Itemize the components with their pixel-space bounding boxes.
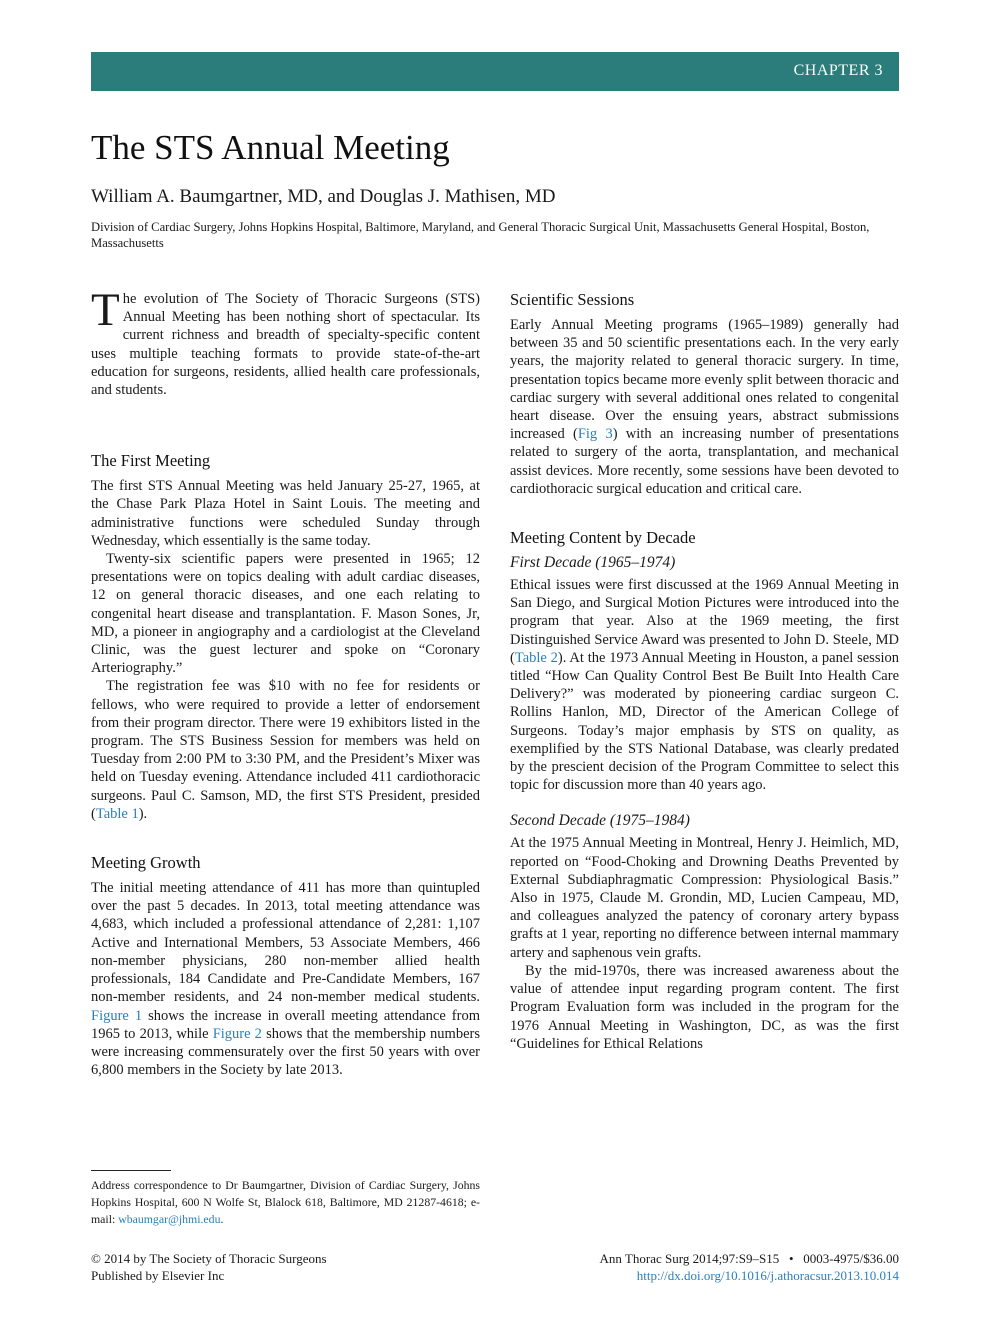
- subheading-first-decade: First Decade (1965–1974): [510, 554, 676, 572]
- first-decade-p1: Ethical issues were first discussed at the 1969 Annual Meeting in San Diego, and Surgical Motion Pictures were introduced into the program that year. Also at the 1969 meeting, the first Distinguished Service Award was presented to John D. Steele, MD (Table 2). At the 1973 Annual Meeting in Houston, a panel session titled “How Can Quality Control Best Be Built Into Health Care Delivery?” was moderated by pioneering cardiac surgeon C. Rollins Hanlon, MD, Director of the American College of Surgeons. Today’s major emphasis by STS on quality, as exemplified by the STS National Database, was clearly predated by the prescient decision of the Program Committee to select this topic for discussion more than 40 years ago.: [510, 577, 899, 794]
- second-decade-p1: At the 1975 Annual Meeting in Montreal, Henry J. Heimlich, MD, reported on “Food-Choking and Drowning Deaths Prevented by External Subdiaphragmatic Compression: Physiological Basis.” Also in 1975, Claude M. Grondin, MD, Lucien Campeau, MD, and colleagues analyzed the patency of coronary artery bypass grafts at 1 year, reporting no difference between internal mammary artery and saphenous vein grafts.: [510, 835, 899, 961]
- footer-right: [600, 1250, 899, 1284]
- table-2-link[interactable]: Table 2: [514, 649, 558, 666]
- figure-2-link[interactable]: Figure 2: [212, 1025, 262, 1042]
- section-heading-meeting-growth: Meeting Growth: [91, 853, 201, 873]
- email-link[interactable]: wbaumgar@jhmi.edu: [118, 1212, 221, 1226]
- intro-paragraph: [91, 284, 480, 399]
- left-column: [91, 284, 480, 1079]
- section-heading-first-meeting: The First Meeting: [91, 451, 211, 471]
- author-affiliation: Division of Cardiac Surgery, Johns Hopkins Hospital, Baltimore, Maryland, and General Thoracic Surgical Unit, Massachusetts General Hospital, Boston, Massachusetts: [91, 220, 870, 250]
- section-heading-content-by-decade: Meeting Content by Decade: [510, 528, 696, 548]
- footer-left: [91, 1250, 327, 1284]
- second-decade-p2: By the mid-1970s, there was increased awareness about the value of attendee input regarding program content. The first Program Evaluation form was included in the program for the 1976 Annual Meeting in Washington, DC, as was the first “Guidelines for Ethical Relations: [510, 962, 899, 1052]
- section-heading-scientific-sessions: Scientific Sessions: [510, 290, 635, 309]
- chapter-label: CHAPTER 3: [793, 62, 883, 79]
- right-column: [510, 290, 899, 1053]
- scientific-sessions-p1: Early Annual Meeting programs (1965–1989) generally had between 35 and 50 scientific presentations each. In the very early years, the majority related to general thoracic surgery. In time, presentation topics became more evenly split between thoracic and cardiac surgery with several additional ones related to congenital heart disease. Over the ensuing years, abstract submissions increased (Fig 3) with an increasing number of presentations related to surgery of the aorta, transplantation, and mechanical assist devices. More recently, some sessions have been devoted to cardiothoracic surgical education and critical care.: [510, 317, 900, 497]
- intro-text: he evolution of The Society of Thoracic Surgeons (STS) Annual Meeting has been nothing short of spectacular. Its current richness and breadth of specialty-specific content uses multiple teaching formats to provide state-of-the-art education for surgeons, residents, allied health care professionals, and students.: [91, 291, 480, 399]
- first-meeting-p3: The registration fee was $10 with no fee for residents or fellows, who were required to provide a letter of endorsement from their program director. There were 19 exhibitors listed in the program. The STS Business Session for members was held on Tuesday from 2:00 PM to 3:30 PM, and the President’s Mixer was held on Tuesday evening. Attendance included 411 cardiothoracic surgeons. Paul C. Samson, MD, the first STS President, presided (Table 1).: [91, 678, 480, 822]
- fig-3-link[interactable]: Fig 3: [577, 426, 613, 443]
- drop-cap: T: [91, 284, 120, 336]
- first-meeting-p1: The first STS Annual Meeting was held January 25-27, 1965, at the Chase Park Plaza Hotel in Saint Louis. The meeting and administrative functions were scheduled Sunday through Wednesday, which essentially is the same today.: [91, 478, 480, 549]
- table-1-link[interactable]: Table 1: [95, 805, 139, 822]
- figure-1-link[interactable]: Figure 1: [91, 1007, 143, 1024]
- footnote-text: Address correspondence to Dr Baumgartner, Division of Cardiac Surgery, Johns Hopkins Hospital, 600 N Wolfe St, Blalock 618, Baltimore, MD 21287-4618; e-mail: wbaumgar@jhmi.edu.: [91, 1178, 480, 1226]
- article-title: The STS Annual Meeting: [91, 128, 450, 167]
- meeting-growth-p1: The initial meeting attendance of 411 has more than quintupled over the past 5 decades. In 2013, total meeting attendance was 4,683, which included a professional attendance of 2,281: 1,107 Active and International Members, 53 Associate Members, 466 non-member physicians, 280 non-member allied health professionals, 184 Candidate and Pre-Candidate Members, 167 non-member residents, and 24 non-member medical students. Figure 1 shows the increase in overall meeting attendance from 1965 to 2013, while Figure 2 shows that the membership numbers were increasing commensurately over the first 50 years with over 6,800 members in the Society by late 2013.: [91, 880, 480, 1079]
- copyright-line: © 2014 by The Society of Thoracic Surgeons: [91, 1251, 327, 1266]
- first-meeting-p2: Twenty-six scientific papers were presented in 1965; 12 presentations were on topics dealing with adult cardiac diseases, 12 on general thoracic diseases, and one each relating to congenital heart disease and transplantation. F. Mason Sones, Jr, MD, a pioneer in angiography and a cardiologist at the Cleveland Clinic, was the guest lecturer and spoke on “Coronary Arteriography.”: [91, 551, 480, 677]
- article-authors: William A. Baumgartner, MD, and Douglas J. Mathisen, MD: [91, 186, 556, 207]
- correspondence-footnote: [91, 1170, 480, 1228]
- footnote-rule: [91, 1170, 171, 1171]
- chapter-header-bar: [91, 52, 899, 91]
- subheading-second-decade: Second Decade (1975–1984): [510, 812, 690, 830]
- citation-line: Ann Thorac Surg 2014;97:S9–S15 • 0003-4975/$36.00: [599, 1251, 899, 1266]
- publisher-line: Published by Elsevier Inc: [91, 1268, 225, 1283]
- doi-link[interactable]: http://dx.doi.org/10.1016/j.athoracsur.2013.10.014: [636, 1268, 899, 1283]
